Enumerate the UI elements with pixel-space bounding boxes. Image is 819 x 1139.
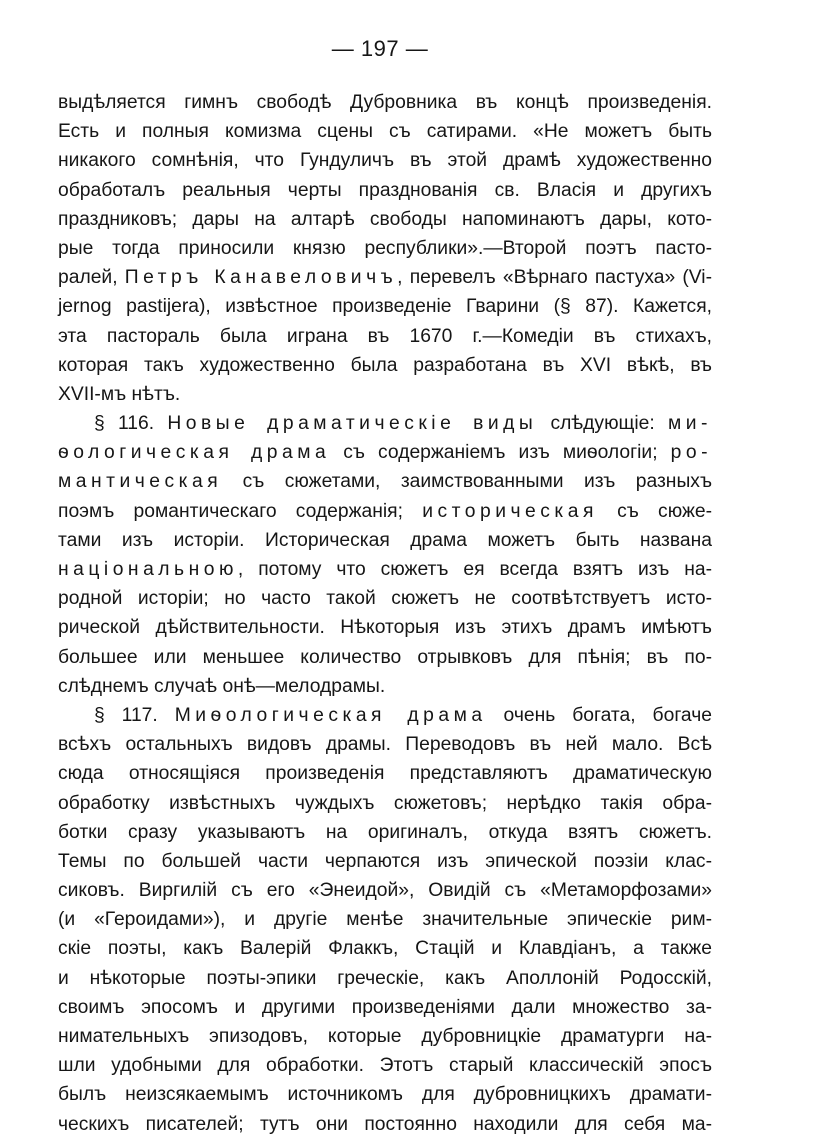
text-line: [58, 847, 712, 876]
body-text: [58, 88, 712, 1139]
text-line: [58, 438, 712, 467]
text-run: очень богата, богаче: [486, 704, 712, 726]
text-line: [58, 497, 712, 526]
spaced-emphasis: ѳологическая драма: [58, 442, 331, 464]
text-run: , перевелъ «Вѣрнаго пастуха» (Vi-: [397, 267, 713, 289]
text-line: [58, 88, 712, 117]
text-run: § 117.: [94, 704, 175, 726]
text-line: [58, 146, 712, 175]
text-line: [58, 526, 712, 555]
text-line: [58, 117, 712, 146]
text-line: [58, 759, 712, 788]
text-line: [58, 176, 712, 205]
text-run: ралей,: [58, 267, 125, 289]
spaced-emphasis: ро-: [670, 442, 712, 464]
text-run: нимательныхъ эпизодовъ, которые дубровницкіе драматурги на-: [58, 1026, 712, 1047]
text-run: сиковъ. Виргилій съ его «Энеидой», Овидій съ «Метаморфозами»: [58, 880, 712, 902]
text-line: [58, 993, 712, 1022]
text-line: [58, 584, 712, 613]
text-run: никакого сомнѣнія, что Гундуличъ въ этой драмѣ художественно: [58, 150, 712, 172]
text-run: праздниковъ; дары на алтарѣ свободы напоминаютъ дары, кото-: [58, 208, 712, 230]
spaced-emphasis: мантическая: [58, 471, 223, 493]
spaced-emphasis: Петръ Канавеловичъ: [124, 267, 398, 289]
text-run: обработку извѣстныхъ чуждыхъ сюжетовъ; нерѣдко такія обра-: [58, 792, 712, 814]
text-run: былъ неизсякаемымъ источникомъ для дубровницкихъ драмати-: [58, 1084, 712, 1106]
text-line: [58, 205, 712, 234]
text-run: , потому что сюжетъ ея всегда взятъ изъ на-: [237, 559, 712, 580]
text-run: § 116.: [94, 413, 168, 435]
text-run: Есть и полныя комизма сцены съ сатирами. «Не можетъ быть: [58, 121, 712, 143]
text-line: [58, 292, 712, 321]
text-line: [58, 789, 712, 818]
text-run: съ сюже-: [597, 500, 712, 522]
spaced-emphasis: національною: [58, 559, 238, 580]
spaced-emphasis: историческая: [422, 500, 598, 522]
text-line: [58, 818, 712, 847]
text-run: съ содержаніемъ изъ миѳологіи;: [330, 442, 671, 464]
text-line: [58, 467, 712, 496]
text-run: обработалъ реальныя черты празднованія св. Власія и другихъ: [58, 179, 712, 201]
text-run: jernog pastijera), извѣстное произведеніе Гварини (§ 87). Кажется,: [58, 296, 712, 318]
text-run: слѣднемъ случаѣ онѣ—мелодрамы.: [58, 675, 386, 697]
text-run: ботки сразу указываютъ на оригиналъ, откуда взятъ сюжетъ.: [58, 821, 712, 843]
text-line: [58, 555, 712, 584]
text-run: Темы по большей части черпаются изъ эпической поэзіи клас-: [58, 850, 712, 872]
text-line: [58, 1022, 712, 1051]
page-number: — 197 —: [331, 36, 429, 61]
text-run: шли удобными для обработки. Этотъ старый классическій эпосъ: [58, 1055, 712, 1077]
text-run: большее или меньшее количество отрывковъ для пѣнія; въ по-: [58, 646, 712, 668]
text-line: [58, 905, 712, 934]
text-run: съ сюжетами, заимствованными изъ разныхъ: [222, 471, 712, 493]
text-run: которая такъ художественно была разработана въ XVI вѣкѣ, въ: [58, 354, 712, 376]
text-run: выдѣляется гимнъ свободѣ Дубровника въ концѣ произведенія.: [58, 92, 712, 113]
text-line: [58, 1080, 712, 1109]
text-line: [58, 934, 712, 963]
text-line: [58, 672, 712, 701]
text-run: и нѣкоторые поэты-эпики греческіе, какъ Аполлоній Родосскій,: [58, 967, 712, 989]
text-line: [58, 876, 712, 905]
text-line: [58, 1110, 712, 1139]
text-line: [58, 263, 712, 292]
text-run: поэмъ романтическаго содержанія;: [58, 500, 423, 522]
text-run: тами изъ исторіи. Историческая драма можетъ быть названа: [58, 529, 712, 551]
spaced-emphasis: Миѳологическая драма: [174, 704, 487, 726]
text-line: [58, 643, 712, 672]
text-line: [58, 322, 712, 351]
text-run: всѣхъ остальныхъ видовъ драмы. Переводовъ въ ней мало. Всѣ: [58, 734, 712, 756]
text-run: своимъ эпосомъ и другими произведеніями дали множество за-: [58, 996, 712, 1018]
text-line: [58, 701, 712, 730]
text-run: ческихъ писателей; тутъ они постоянно находили для себя ма-: [58, 1113, 712, 1135]
text-line: [58, 730, 712, 759]
text-run: эта пастораль была играна въ 1670 г.—Комедіи въ стихахъ,: [58, 325, 712, 347]
text-run: родной исторіи; но часто такой сюжетъ не соотвѣтствуетъ исто-: [58, 588, 712, 610]
text-run: сюда относящіяся произведенія представляютъ драматическую: [58, 763, 712, 785]
text-run: XVII-мъ нѣтъ.: [58, 383, 181, 405]
text-line: [58, 409, 712, 438]
text-line: [58, 234, 712, 263]
text-run: рые тогда приносили князю республики».—Второй поэтъ пасто-: [58, 237, 712, 259]
text-line: [58, 964, 712, 993]
spaced-emphasis: Новые драматическіе виды: [167, 413, 538, 435]
text-run: слѣдующіе:: [537, 413, 669, 435]
text-run: скіе поэты, какъ Валерій Флаккъ, Стацій и Клавдіанъ, а также: [58, 938, 712, 960]
text-line: [58, 1051, 712, 1080]
text-line: [58, 613, 712, 642]
text-line: [58, 351, 712, 380]
text-run: рической дѣйствительности. Нѣкоторыя изъ этихъ драмъ имѣютъ: [58, 617, 712, 639]
spaced-emphasis: ми-: [668, 413, 712, 435]
text-run: (и «Героидами»), и другіе менѣе значительные эпическіе рим-: [58, 909, 712, 931]
text-line: [58, 380, 712, 409]
